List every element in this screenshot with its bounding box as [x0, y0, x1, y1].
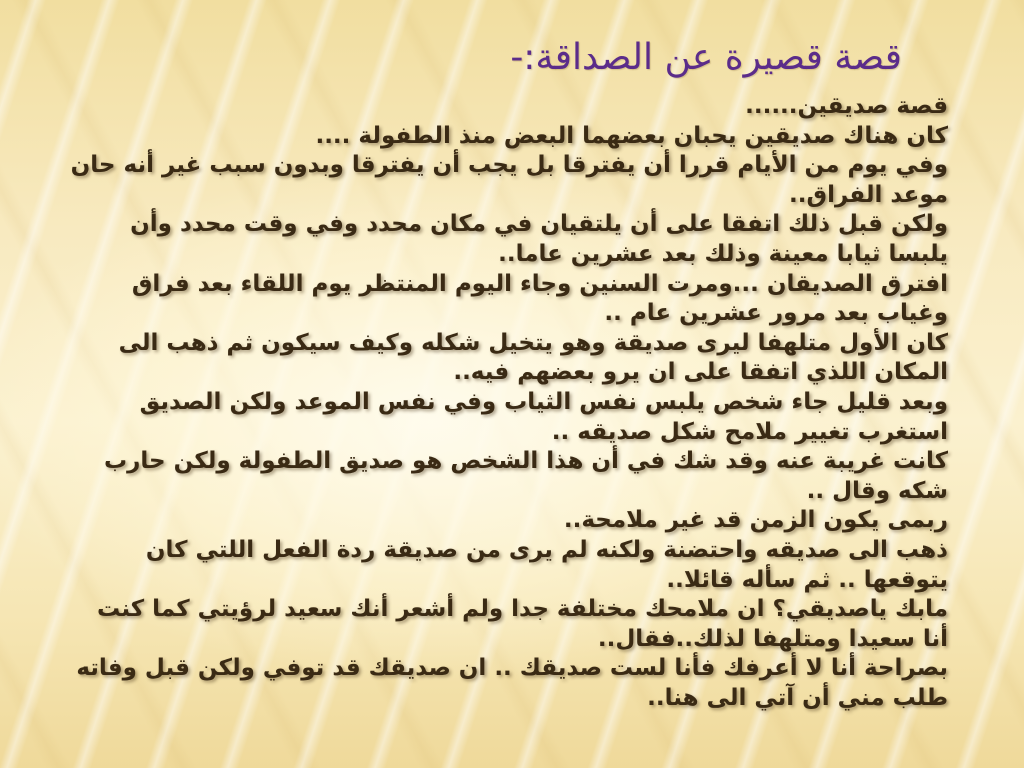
slide-title: قصة قصيرة عن الصداقة:-	[510, 37, 902, 78]
story-paragraph: وبعد قليل جاء شخص يلبس نفس الثياب وفي نفس الموعد ولكن الصديق استغرب تغيير ملامح شكل صديقه ..	[139, 388, 948, 445]
story-paragraph: ذهب الى صديقه واحتضنة ولكنه لم يرى من صديقة ردة الفعل اللتي كان يتوقعها .. ثم سأله قائلا..	[145, 536, 948, 593]
story-paragraph: كان هناك صديقين يحبان بعضهما البعض منذ الطفولة ....	[315, 122, 948, 149]
story-text	[68, 92, 948, 713]
story-paragraph: كانت غريبة عنه وقد شك في أن هذا الشخص هو صديق الطفولة ولكن حارب شكه وقال ..	[104, 448, 948, 504]
story-paragraph: ولكن قبل ذلك اتفقا على أن يلتقيان في مكان محدد وفي وقت محدد وأن يلبسا ثيابا معينة وذلك بعد عشرين عاما..	[130, 211, 948, 267]
story-paragraph: افترق الصديقان ...ومرت السنين وجاء اليوم المنتظر يوم اللقاء بعد فراق وغياب بعد مرور عشرين عام ..	[131, 270, 948, 327]
story-paragraph: وفي يوم من الأيام قررا أن يفترقا بل يجب أن يفترقا وبدون سبب غير أنه حان موعد الفراق..	[70, 152, 948, 208]
story-paragraph: ربمى يكون الزمن قد غير ملامحة..	[563, 507, 948, 534]
story-paragraph: مابك ياصديقي؟ ان ملامحك مختلفة جدا ولم أشعر أنك سعيد لرؤيتي كما كنت أنا سعيدا ومتلهفا لذلك..فقال..	[97, 596, 948, 652]
story-paragraph: قصة صديقين......	[745, 93, 948, 119]
story-paragraph: بصراحة أنا لا أعرفك فأنا لست صديقك .. ان صديقك قد توفي ولكن قبل وفاته طلب مني أن آتي الى هنا..	[76, 655, 948, 711]
story-paragraph: كان الأول متلهفا ليرى صديقة وهو يتخيل شكله وكيف سيكون ثم ذهب الى المكان اللذي اتفقا على ان يرو بعضهم فيه..	[118, 329, 948, 386]
